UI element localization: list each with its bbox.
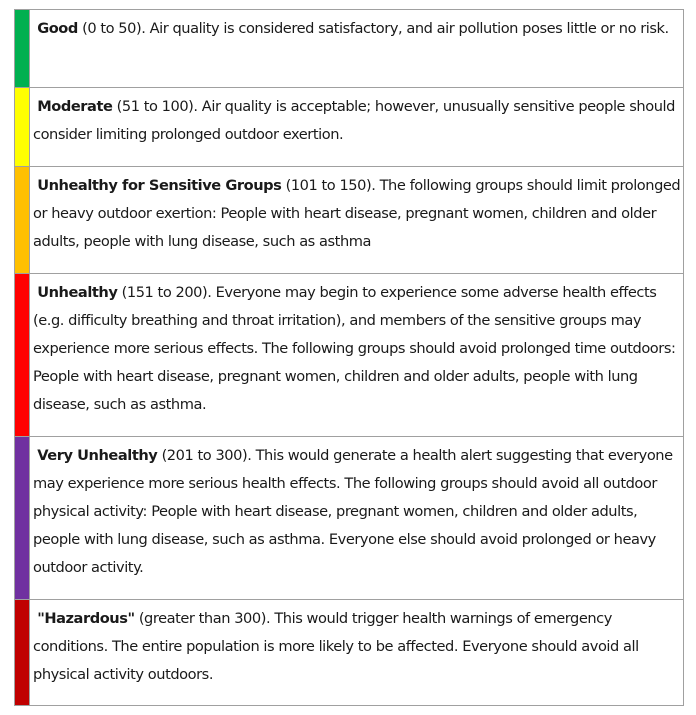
aqi-description-very-unhealthy	[30, 437, 684, 600]
aqi-row-unhealthy	[15, 274, 684, 437]
aqi-row-very-unhealthy	[15, 437, 684, 600]
category-label: Moderate	[37, 98, 113, 115]
category-label: Unhealthy for Sensitive Groups	[37, 177, 282, 194]
category-text: . The following groups should limit prolonged or heavy outdoor exertion: People with heart disease, pregnant women, children and older adults, people with lung disease, such as asthma	[33, 177, 681, 250]
category-label: "Hazardous"	[37, 610, 135, 627]
category-range: (greater than 300)	[138, 610, 266, 627]
category-label: Good	[37, 20, 78, 37]
aqi-description-good	[30, 10, 684, 88]
category-text: . Air quality is acceptable; however, unusually sensitive people should consider limiting prolonged outdoor exertion.	[33, 98, 675, 143]
color-swatch-unhealthy	[15, 274, 30, 437]
category-text: . Everyone may begin to experience some adverse health effects (e.g. difficulty breathing and throat irritation), and members of the sensitive groups may experience more serious effects. The following groups should avoid prolonged time outdoors: People with heart disease, pregnant women, children and older adults, people with lung disease, such as asthma.	[33, 284, 676, 413]
color-swatch-hazardous	[15, 600, 30, 706]
category-text: . This would trigger health warnings of emergency conditions. The entire population is more likely to be affected. Everyone should avoid all physical activity outdoors.	[33, 610, 639, 683]
color-swatch-unhealthy-sensitive	[15, 167, 30, 274]
category-label: Unhealthy	[37, 284, 118, 301]
category-text: . Air quality is considered satisfactory, and air pollution poses little or no risk.	[141, 20, 669, 37]
aqi-row-unhealthy-sensitive	[15, 167, 684, 274]
category-text: . This would generate a health alert suggesting that everyone may experience more serious health effects. The following groups should avoid all outdoor physical activity: People with heart disease, pregnant women, children and older adults, people with lung disease, such as asthma. Everyone else should avoid prolonged or heavy outdoor activity.	[33, 447, 673, 576]
aqi-description-hazardous	[30, 600, 684, 706]
color-swatch-very-unhealthy	[15, 437, 30, 600]
aqi-description-unhealthy-sensitive	[30, 167, 684, 274]
aqi-description-moderate	[30, 88, 684, 167]
color-swatch-good	[15, 10, 30, 88]
aqi-row-moderate	[15, 88, 684, 167]
category-range: (0 to 50)	[82, 20, 142, 37]
category-range: (151 to 200)	[121, 284, 208, 301]
category-label: Very Unhealthy	[37, 447, 158, 464]
category-range: (201 to 300)	[161, 447, 248, 464]
category-range: (101 to 150)	[285, 177, 372, 194]
color-swatch-moderate	[15, 88, 30, 167]
aqi-category-table	[14, 9, 684, 706]
category-range: (51 to 100)	[116, 98, 194, 115]
aqi-description-unhealthy	[30, 274, 684, 437]
aqi-row-good	[15, 10, 684, 88]
aqi-row-hazardous	[15, 600, 684, 706]
